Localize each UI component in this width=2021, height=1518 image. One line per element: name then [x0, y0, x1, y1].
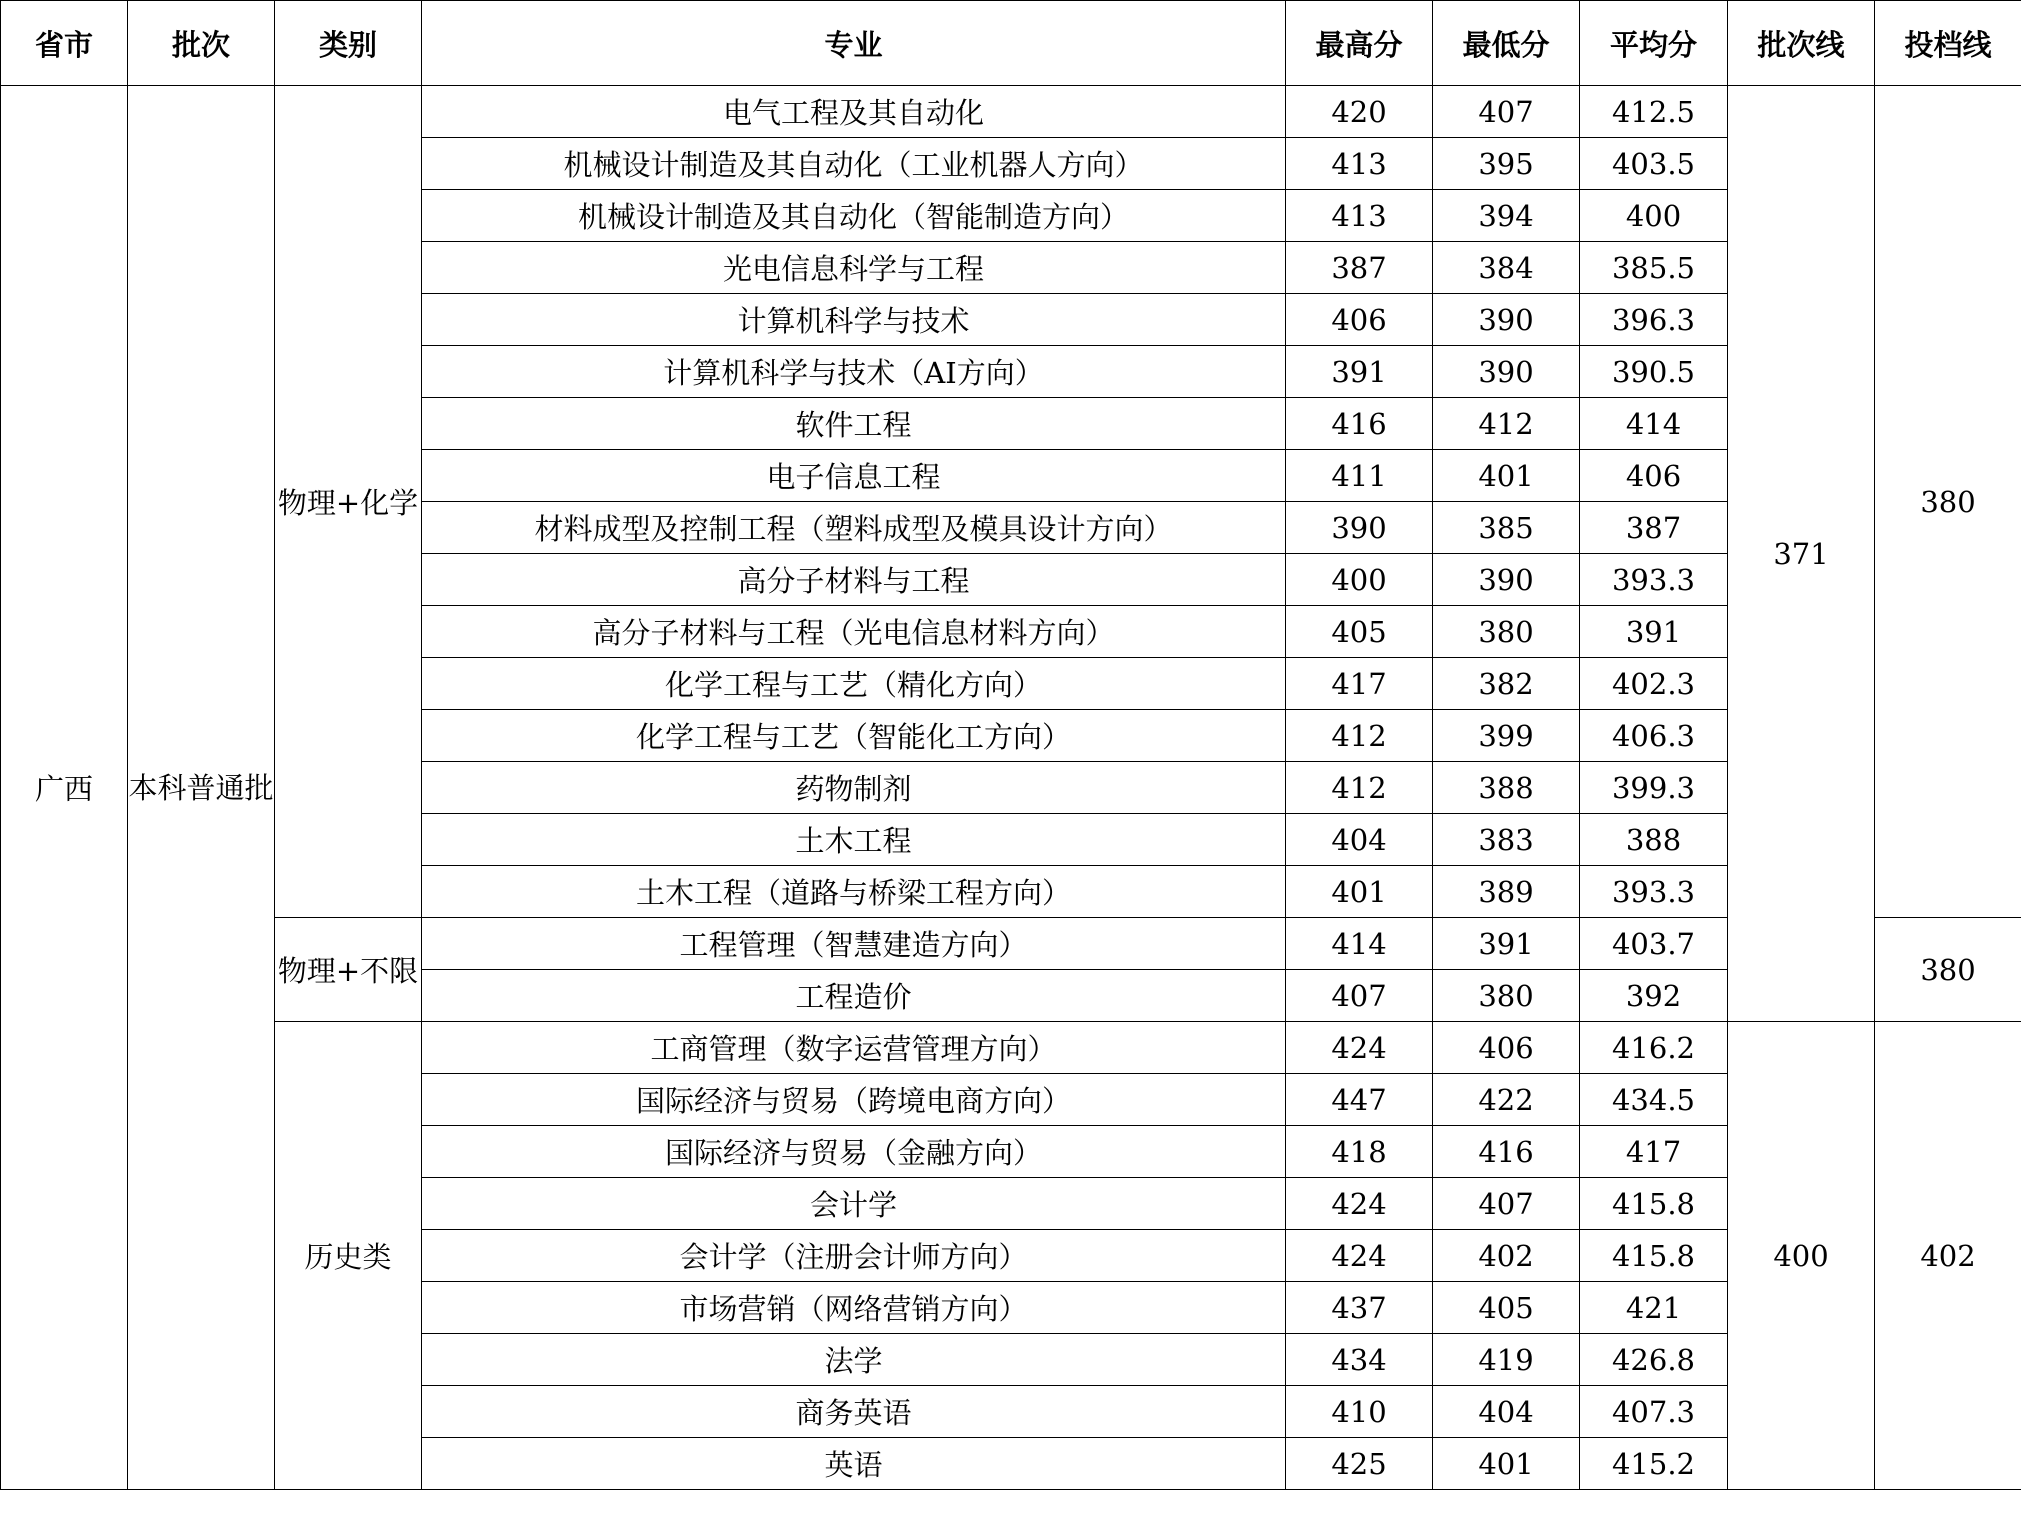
avg-score-cell: 393.3 [1580, 866, 1728, 918]
avg-score-cell: 403.7 [1580, 918, 1728, 970]
category-cell: 历史类 [275, 1022, 422, 1490]
header-min-score: 最低分 [1433, 1, 1580, 86]
major-cell: 高分子材料与工程（光电信息材料方向） [422, 606, 1286, 658]
min-score-cell: 385 [1433, 502, 1580, 554]
avg-score-cell: 414 [1580, 398, 1728, 450]
major-cell: 商务英语 [422, 1386, 1286, 1438]
table-header-row [1, 1, 2021, 86]
avg-score-cell: 417 [1580, 1126, 1728, 1178]
min-score-cell: 380 [1433, 606, 1580, 658]
min-score-cell: 388 [1433, 762, 1580, 814]
avg-score-cell: 387 [1580, 502, 1728, 554]
header-max-score: 最高分 [1286, 1, 1433, 86]
min-score-cell: 404 [1433, 1386, 1580, 1438]
major-cell: 机械设计制造及其自动化（智能制造方向） [422, 190, 1286, 242]
avg-score-cell: 403.5 [1580, 138, 1728, 190]
major-cell: 材料成型及控制工程（塑料成型及模具设计方向） [422, 502, 1286, 554]
max-score-cell: 404 [1286, 814, 1433, 866]
max-score-cell: 406 [1286, 294, 1433, 346]
max-score-cell: 424 [1286, 1022, 1433, 1074]
avg-score-cell: 392 [1580, 970, 1728, 1022]
major-cell: 土木工程 [422, 814, 1286, 866]
header-category: 类别 [275, 1, 422, 86]
filing-line-cell: 380 [1875, 86, 2021, 918]
max-score-cell: 417 [1286, 658, 1433, 710]
avg-score-cell: 390.5 [1580, 346, 1728, 398]
avg-score-cell: 391 [1580, 606, 1728, 658]
min-score-cell: 399 [1433, 710, 1580, 762]
max-score-cell: 416 [1286, 398, 1433, 450]
avg-score-cell: 388 [1580, 814, 1728, 866]
min-score-cell: 401 [1433, 450, 1580, 502]
major-cell: 国际经济与贸易（金融方向） [422, 1126, 1286, 1178]
min-score-cell: 405 [1433, 1282, 1580, 1334]
major-cell: 会计学（注册会计师方向） [422, 1230, 1286, 1282]
min-score-cell: 402 [1433, 1230, 1580, 1282]
avg-score-cell: 415.2 [1580, 1438, 1728, 1490]
max-score-cell: 413 [1286, 190, 1433, 242]
avg-score-cell: 412.5 [1580, 86, 1728, 138]
avg-score-cell: 396.3 [1580, 294, 1728, 346]
avg-score-cell: 426.8 [1580, 1334, 1728, 1386]
major-cell: 电子信息工程 [422, 450, 1286, 502]
header-filing-line: 投档线 [1875, 1, 2021, 86]
major-cell: 计算机科学与技术（AI方向） [422, 346, 1286, 398]
avg-score-cell: 415.8 [1580, 1178, 1728, 1230]
batch-cell: 本科普通批 [128, 86, 275, 1490]
min-score-cell: 406 [1433, 1022, 1580, 1074]
avg-score-cell: 421 [1580, 1282, 1728, 1334]
header-major: 专业 [422, 1, 1286, 86]
category-cell: 物理+化学 [275, 86, 422, 918]
min-score-cell: 401 [1433, 1438, 1580, 1490]
min-score-cell: 389 [1433, 866, 1580, 918]
min-score-cell: 412 [1433, 398, 1580, 450]
major-cell: 土木工程（道路与桥梁工程方向） [422, 866, 1286, 918]
major-cell: 电气工程及其自动化 [422, 86, 1286, 138]
avg-score-cell: 406 [1580, 450, 1728, 502]
category-cell: 物理+不限 [275, 918, 422, 1022]
max-score-cell: 387 [1286, 242, 1433, 294]
min-score-cell: 416 [1433, 1126, 1580, 1178]
min-score-cell: 391 [1433, 918, 1580, 970]
min-score-cell: 394 [1433, 190, 1580, 242]
header-batch-line: 批次线 [1728, 1, 1875, 86]
max-score-cell: 407 [1286, 970, 1433, 1022]
avg-score-cell: 416.2 [1580, 1022, 1728, 1074]
min-score-cell: 395 [1433, 138, 1580, 190]
max-score-cell: 391 [1286, 346, 1433, 398]
max-score-cell: 425 [1286, 1438, 1433, 1490]
major-cell: 化学工程与工艺（智能化工方向） [422, 710, 1286, 762]
max-score-cell: 413 [1286, 138, 1433, 190]
max-score-cell: 414 [1286, 918, 1433, 970]
major-cell: 光电信息科学与工程 [422, 242, 1286, 294]
header-batch: 批次 [128, 1, 275, 86]
header-province: 省市 [1, 1, 128, 86]
major-cell: 工程管理（智慧建造方向） [422, 918, 1286, 970]
max-score-cell: 424 [1286, 1230, 1433, 1282]
max-score-cell: 410 [1286, 1386, 1433, 1438]
major-cell: 会计学 [422, 1178, 1286, 1230]
min-score-cell: 384 [1433, 242, 1580, 294]
min-score-cell: 390 [1433, 554, 1580, 606]
major-cell: 高分子材料与工程 [422, 554, 1286, 606]
min-score-cell: 407 [1433, 1178, 1580, 1230]
avg-score-cell: 400 [1580, 190, 1728, 242]
max-score-cell: 418 [1286, 1126, 1433, 1178]
major-cell: 工商管理（数字运营管理方向） [422, 1022, 1286, 1074]
major-cell: 机械设计制造及其自动化（工业机器人方向） [422, 138, 1286, 190]
batch-line-cell: 400 [1728, 1022, 1875, 1490]
major-cell: 化学工程与工艺（精化方向） [422, 658, 1286, 710]
major-cell: 计算机科学与技术 [422, 294, 1286, 346]
min-score-cell: 383 [1433, 814, 1580, 866]
province-cell: 广西 [1, 86, 128, 1490]
avg-score-cell: 407.3 [1580, 1386, 1728, 1438]
min-score-cell: 382 [1433, 658, 1580, 710]
max-score-cell: 447 [1286, 1074, 1433, 1126]
max-score-cell: 434 [1286, 1334, 1433, 1386]
filing-line-cell: 380 [1875, 918, 2021, 1022]
avg-score-cell: 399.3 [1580, 762, 1728, 814]
avg-score-cell: 402.3 [1580, 658, 1728, 710]
max-score-cell: 437 [1286, 1282, 1433, 1334]
avg-score-cell: 406.3 [1580, 710, 1728, 762]
major-cell: 英语 [422, 1438, 1286, 1490]
major-cell: 药物制剂 [422, 762, 1286, 814]
major-cell: 市场营销（网络营销方向） [422, 1282, 1286, 1334]
max-score-cell: 400 [1286, 554, 1433, 606]
major-cell: 国际经济与贸易（跨境电商方向） [422, 1074, 1286, 1126]
major-cell: 软件工程 [422, 398, 1286, 450]
max-score-cell: 390 [1286, 502, 1433, 554]
filing-line-cell: 402 [1875, 1022, 2021, 1490]
avg-score-cell: 393.3 [1580, 554, 1728, 606]
table-row [1, 86, 2021, 138]
batch-line-cell: 371 [1728, 86, 1875, 1022]
max-score-cell: 412 [1286, 710, 1433, 762]
min-score-cell: 380 [1433, 970, 1580, 1022]
min-score-cell: 407 [1433, 86, 1580, 138]
max-score-cell: 405 [1286, 606, 1433, 658]
min-score-cell: 390 [1433, 346, 1580, 398]
table-row [1, 918, 2021, 970]
avg-score-cell: 434.5 [1580, 1074, 1728, 1126]
table-row [1, 1022, 2021, 1074]
max-score-cell: 412 [1286, 762, 1433, 814]
max-score-cell: 411 [1286, 450, 1433, 502]
max-score-cell: 424 [1286, 1178, 1433, 1230]
max-score-cell: 401 [1286, 866, 1433, 918]
min-score-cell: 390 [1433, 294, 1580, 346]
avg-score-cell: 415.8 [1580, 1230, 1728, 1282]
avg-score-cell: 385.5 [1580, 242, 1728, 294]
header-avg-score: 平均分 [1580, 1, 1728, 86]
major-cell: 法学 [422, 1334, 1286, 1386]
min-score-cell: 422 [1433, 1074, 1580, 1126]
max-score-cell: 420 [1286, 86, 1433, 138]
major-cell: 工程造价 [422, 970, 1286, 1022]
min-score-cell: 419 [1433, 1334, 1580, 1386]
